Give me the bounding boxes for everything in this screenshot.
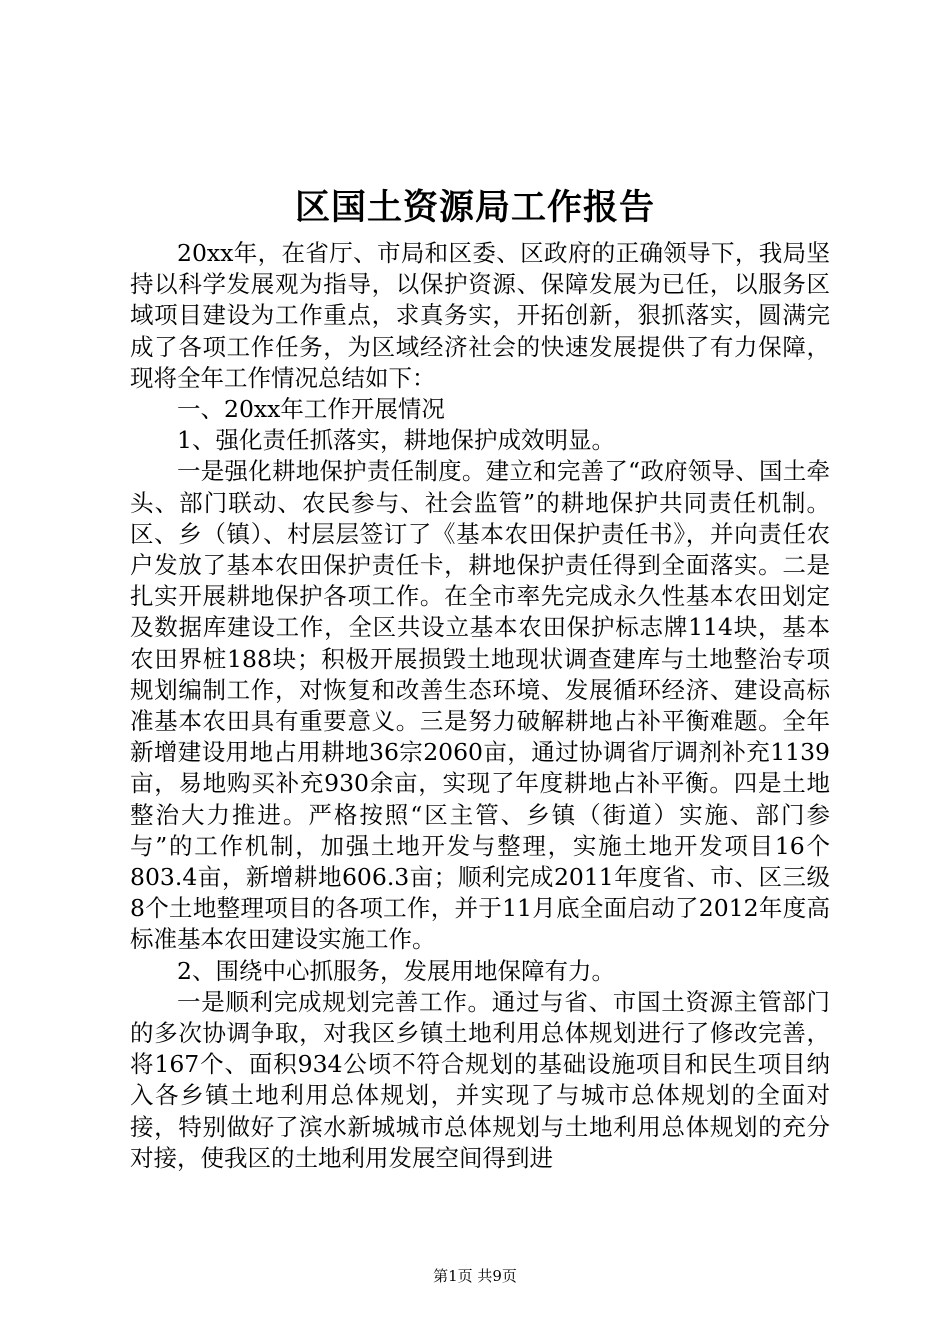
body-paragraph: 一是顺利完成规划完善工作。通过与省、市国土资源主管部门的多次协调争取，对我区乡镇土地利用总体规划进行了修改完善，将167个、面积934公顷不符合规划的基础设施项目和民生项目纳入各乡镇土地利用总体规划，并实现了与城市总体规划的全面对接，特别做好了滨水新城城市总体规划与土地利用总体规划的充分对接，使我区的土地利用发展空间得到进	[130, 987, 830, 1172]
subsection-heading: 1、强化责任抓落实，耕地保护成效明显。	[177, 426, 615, 455]
intro-paragraph: 20xx年，在省厅、市局和区委、区政府的正确领导下，我局坚持以科学发展观为指导，以保护资源、保障发展为已任，以服务区域项目建设为工作重点，求真务实，开拓创新，狠抓落实，圆满完成了各项工作任务，为区域经济社会的快速发展提供了有力保障，现将全年工作情况总结如下：	[130, 239, 830, 392]
section-heading: 一、20xx年工作开展情况	[177, 395, 445, 424]
document-title: 区国土资源局工作报告	[294, 187, 655, 228]
document-body	[130, 238, 830, 1174]
body-paragraph: 一是强化耕地保护责任制度。建立和完善了“政府领导、国土牵头、部门联动、农民参与、社会监管”的耕地保护共同责任机制。区、乡（镇）、村层层签订了《基本农田保护责任书》，并向责任农户发放了基本农田保护责任卡，耕地保护责任得到全面落实。二是扎实开展耕地保护各项工作。在全市率先完成永久性基本农田划定及数据库建设工作，全区共设立基本农田保护标志牌114块，基本农田界桩188块；积极开展损毁土地现状调查建库与土地整治专项规划编制工作，对恢复和改善生态环境、发展循环经济、建设高标准基本农田具有重要意义。三是努力破解耕地占补平衡难题。全年新增建设用地占用耕地36宗2060亩，通过协调省厅调剂补充1139亩，易地购买补充930余亩，实现了年度耕地占补平衡。四是土地整治大力推进。严格按照“区主管、乡镇（街道）实施、部门参与”的工作机制，加强土地开发与整理，实施土地开发项目16个803.4亩，新增耕地606.3亩；顺利完成2011年度省、市、区三级8个土地整理项目的各项工作，并于11月底全面启动了2012年度高标准基本农田建设实施工作。	[130, 457, 830, 954]
subsection-heading: 2、围绕中心抓服务，发展用地保障有力。	[177, 956, 615, 985]
page-footer: 第1页 共9页	[433, 1267, 517, 1285]
